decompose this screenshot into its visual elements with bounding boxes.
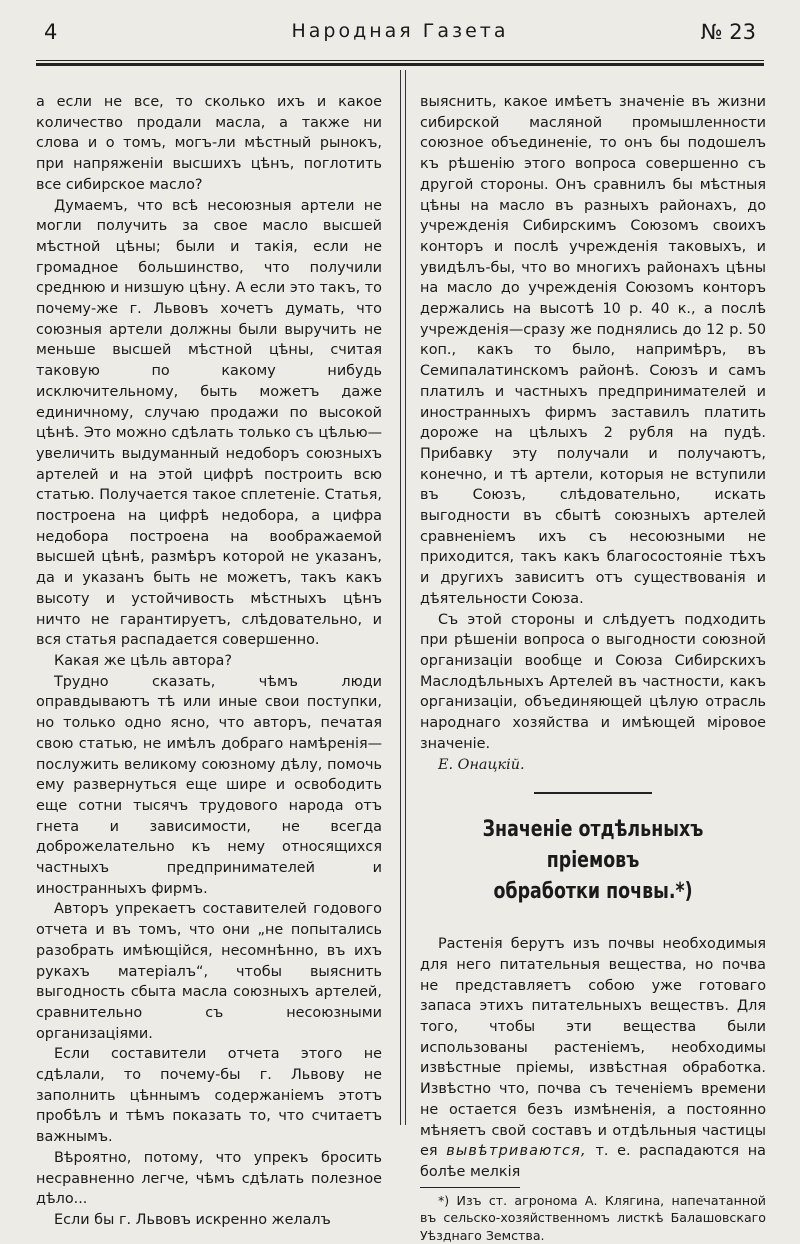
- footnote-rule: [420, 1187, 520, 1188]
- section-text: Растенія берутъ изъ почвы необходимыя для него питательныя вещества, но почва не представляетъ собою уже готоваго запаса этихъ питательныхъ веществъ. Для того, чтобы эти вещества были использованы растеніемъ, необходимы извѣстные пріемы, извѣстная обработка. Извѣстно что, почва съ теченіемъ времени не остается безъ измѣненія, а постоянно мѣняетъ свой составъ и отдѣльныя частицы ея: [420, 936, 766, 1160]
- section-heading: [441, 814, 745, 907]
- header-rule-thick: [36, 63, 764, 66]
- header-rule-thin: [36, 60, 764, 61]
- left-column: [36, 92, 382, 1231]
- right-column: [420, 92, 766, 1244]
- section-paragraph: [420, 934, 766, 1182]
- article-paragraph: Авторъ упрекаетъ составителей годового отчета и въ томъ, что они „не попытались разобрать имѣющійся, несомнѣнно, въ ихъ рукахъ матеріалъ“, чтобы выяснить выгодность сбыта масла союзныхъ артелей, сравнительно съ несоюзными организаціями.: [36, 901, 382, 1042]
- article-paragraph: выяснить, какое имѣетъ значеніе въ жизни сибирской масляной промышленности союзное объединеніе, то онъ бы подошелъ къ рѣшенію этого вопроса совершенно съ другой стороны. Онъ сравнилъ бы мѣстныя цѣны на масло въ разныхъ районахъ, до учрежденія Сибирскимъ Союзомъ своихъ конторъ и послѣ учрежденія таковыхъ, и увидѣлъ-бы, что во многихъ районахъ цѣны на масло до учрежденія Союзомъ конторъ держались на высотѣ 10 р. 40 к., а послѣ учрежденія—сразу же поднялись до 12 р. 50 коп., какъ то было, напримѣръ, въ Семипалатинскомъ районѣ. Союзъ и самъ платилъ и частныхъ предпринимателей и иностранныхъ фирмъ заставилъ платить дороже на цѣлыхъ 2 рубля на пудѣ. Прибавку эту получали и получаютъ, конечно, и тѣ артели, которыя не вступили въ Союзъ, слѣдовательно, искать выгодности въ сбытѣ союзныхъ артелей сравненіемъ ихъ съ несоюзными не приходится, такъ какъ благосостояніе тѣхъ и другихъ зависитъ отъ существованія и дѣятельности Союза.: [420, 94, 766, 607]
- section-text: т. е. распадаются на болѣе мелкія: [420, 1143, 766, 1180]
- article-paragraph: Трудно сказать, чѣмъ люди оправдываютъ тѣ или иные свои поступки, но только одно ясно, что авторъ, печатая свою статью, не имѣлъ добраго намѣренія—послужить великому союзному дѣлу, помочь ему развернуться еще шире и освободить еще сотни тысячъ трудового народа отъ гнета и зависимости, не всегда доброжелательно къ нему относящихся частныхъ предпринимателей и иностранныхъ фирмъ.: [36, 673, 382, 897]
- emphasized-word: вывѣтриваются,: [446, 1143, 587, 1160]
- footnote: *) Изъ ст. агронома А. Клягина, напечатанной въ сельско-хозяйственномъ листкѣ Балашовскаго Уѣзднаго Земства.: [420, 1192, 766, 1243]
- article-separator: [534, 792, 652, 794]
- author-signature: Е. Онацкій.: [438, 756, 525, 773]
- section-heading-line: обработки почвы.*): [493, 879, 693, 905]
- article-paragraph: Вѣроятно, потому, что упрекъ бросить несравненно легче, чѣмъ сдѣлать полезное дѣло...: [36, 1149, 382, 1208]
- article-paragraph: Какая же цѣль автора?: [54, 652, 232, 669]
- newspaper-title: Народная Газета: [291, 20, 509, 42]
- section-heading-line: Значеніе отдѣльныхъ пріемовъ: [482, 817, 704, 874]
- article-paragraph: Думаемъ, что всѣ несоюзныя артели не могли получить за свое масло высшей мѣстной цѣны; были и такія, если не громадное большинство, что получили среднюю и низшую цѣну. А если это такъ, то почему-же г. Львовъ хочетъ думать, что союзныя артели должны были выручить не меньше высшей мѣстной цѣны, считая таковую по какому нибудь исключительному, быть можетъ даже единичному, случаю продажи по высокой цѣнѣ. Это можно сдѣлать только съ цѣлью—увеличить выдуманный недоборъ союзныхъ артелей и на этой цифрѣ построить всю статью. Получается такое сплетеніе. Статья, построена на цифрѣ недобора, а цифра недобора построена на воображаемой высшей цѣнѣ, размѣръ которой не указанъ, да и указанъ быть не можетъ, такъ какъ высоту и устойчивость мѣстныхъ цѣнъ ничто не гарантируетъ, слѣдовательно, и вся статья распадается совершенно.: [36, 197, 382, 649]
- article-paragraph: Съ этой стороны и слѣдуетъ подходить при рѣшеніи вопроса о выгодности союзной организаціи вообще и Союза Сибирскихъ Маслодѣльныхъ Артелей въ частности, какъ организаціи, объединяющей цѣлую отрасль народнаго хозяйства и имѣющей міровое значеніе.: [420, 611, 766, 752]
- issue-number: № 23: [700, 20, 756, 44]
- article-paragraph: а если не все, то сколько ихъ и какое количество продали масла, а также ни слова и о томъ, могъ-ли мѣстный рынокъ, при напряженіи высшихъ цѣнъ, поглотить все сибирское масло?: [36, 94, 382, 193]
- article-paragraph: Если составители отчета этого не сдѣлали, то почему-бы г. Львову не заполнить цѣннымъ содержаніемъ этотъ пробѣлъ и тѣмъ показать то, что считаетъ важнымъ.: [36, 1046, 382, 1146]
- column-divider: [400, 70, 406, 1125]
- page-header: [36, 20, 764, 50]
- article-paragraph: Если бы г. Львовъ искренно желалъ: [54, 1211, 331, 1228]
- page-number: 4: [44, 20, 58, 44]
